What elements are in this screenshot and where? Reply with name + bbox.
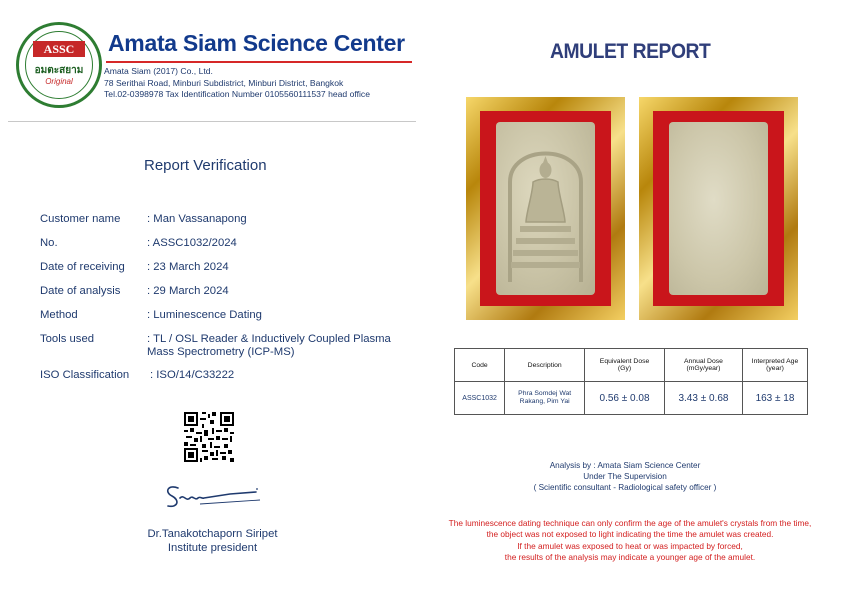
company-address-block <box>104 66 370 101</box>
amulet-front-photo <box>466 97 625 320</box>
amulet-report-title: AMULET REPORT <box>550 40 711 63</box>
report-verification-title: Report Verification <box>144 157 267 174</box>
header-divider <box>8 121 416 122</box>
supervision-text: Under The Supervision <box>583 472 667 481</box>
col-equivalent-dose: Equivalent Dose (Gy) <box>585 349 665 382</box>
analysis-credit-block <box>470 460 780 493</box>
field-label: Date of analysis <box>40 285 121 297</box>
company-name: Amata Siam Science Center <box>108 30 405 56</box>
field-label: ISO Classification <box>40 369 130 381</box>
field-value: : TL / OSL Reader & Inductively Coupled Plasma Mass Spectrometry (ICP-MS) <box>147 333 391 358</box>
disclaimer-line: the object was not exposed to light indicating the time the amulet was created. <box>486 529 774 540</box>
signature-image <box>160 480 264 521</box>
col-code: Code <box>455 349 505 382</box>
cell-description: Phra Somdej Wat Rakang, Pim Yai <box>505 382 585 415</box>
qr-code-icon[interactable] <box>184 412 234 462</box>
signatory-title: Institute president <box>167 542 258 554</box>
cell-interpreted-age: 163 ± 18 <box>743 382 808 415</box>
cell-annual-dose: 3.43 ± 0.68 <box>664 382 742 415</box>
cell-code: ASSC1032 <box>455 382 505 415</box>
field-value: : ISO/14/C33222 <box>150 369 235 381</box>
field-value: : 29 March 2024 <box>147 285 229 297</box>
signatory-name: Dr.Tanakotchaporn Siripet <box>147 528 278 540</box>
field-label: No. <box>40 237 58 249</box>
assc-logo <box>16 22 102 108</box>
amulet-back-stone <box>669 122 768 295</box>
frame-mat <box>480 111 611 306</box>
field-label: Date of receiving <box>40 261 125 273</box>
analysis-by: Analysis by : Amata Siam Science Center <box>549 461 701 470</box>
amulet-back-photo <box>639 97 798 320</box>
logo-thai-text: อมตะสยาม <box>34 65 84 76</box>
company-legal-name: Amata Siam (2017) Co., Ltd. <box>104 66 213 76</box>
field-label: Method <box>40 309 78 321</box>
amulet-front-stone <box>496 122 595 295</box>
disclaimer-line: the results of the analysis may indicate a younger age of the amulet. <box>504 551 756 562</box>
results-table <box>454 348 808 415</box>
col-description: Description <box>505 349 585 382</box>
field-value: : Luminescence Dating <box>147 309 262 321</box>
disclaimer-block <box>420 518 840 563</box>
disclaimer-line: If the amulet was exposed to heat or was impacted by forced, <box>517 540 743 551</box>
field-value: : ASSC1032/2024 <box>147 237 237 249</box>
field-value: : Man Vassanapong <box>147 213 247 225</box>
cell-equivalent-dose: 0.56 ± 0.08 <box>585 382 665 415</box>
table-header-row <box>455 349 808 382</box>
company-contact: Tel.02-0398978 Tax Identification Number 0105560111537 head office <box>104 89 370 99</box>
company-address: 78 Serithai Road, Minburi Subdistrict, Minburi District, Bangkok <box>104 77 344 88</box>
col-interpreted-age: Interpreted Age (year) <box>743 349 808 382</box>
consultant-text: ( Scientific consultant - Radiological safety officer ) <box>533 483 717 492</box>
signatory-block <box>140 527 285 555</box>
frame-mat <box>653 111 784 306</box>
logo-assc-text: ASSC <box>33 41 85 57</box>
table-row <box>455 382 808 415</box>
logo-original-text: Original <box>45 77 73 86</box>
col-annual-dose: Annual Dose (mGy/year) <box>664 349 742 382</box>
header-red-line <box>106 61 412 63</box>
field-label: Customer name <box>40 213 121 225</box>
field-value: : 23 March 2024 <box>147 261 229 273</box>
field-label: Tools used <box>40 333 95 345</box>
disclaimer-line: The luminescence dating technique can only confirm the age of the amulet's crystals from the time, <box>448 518 812 528</box>
